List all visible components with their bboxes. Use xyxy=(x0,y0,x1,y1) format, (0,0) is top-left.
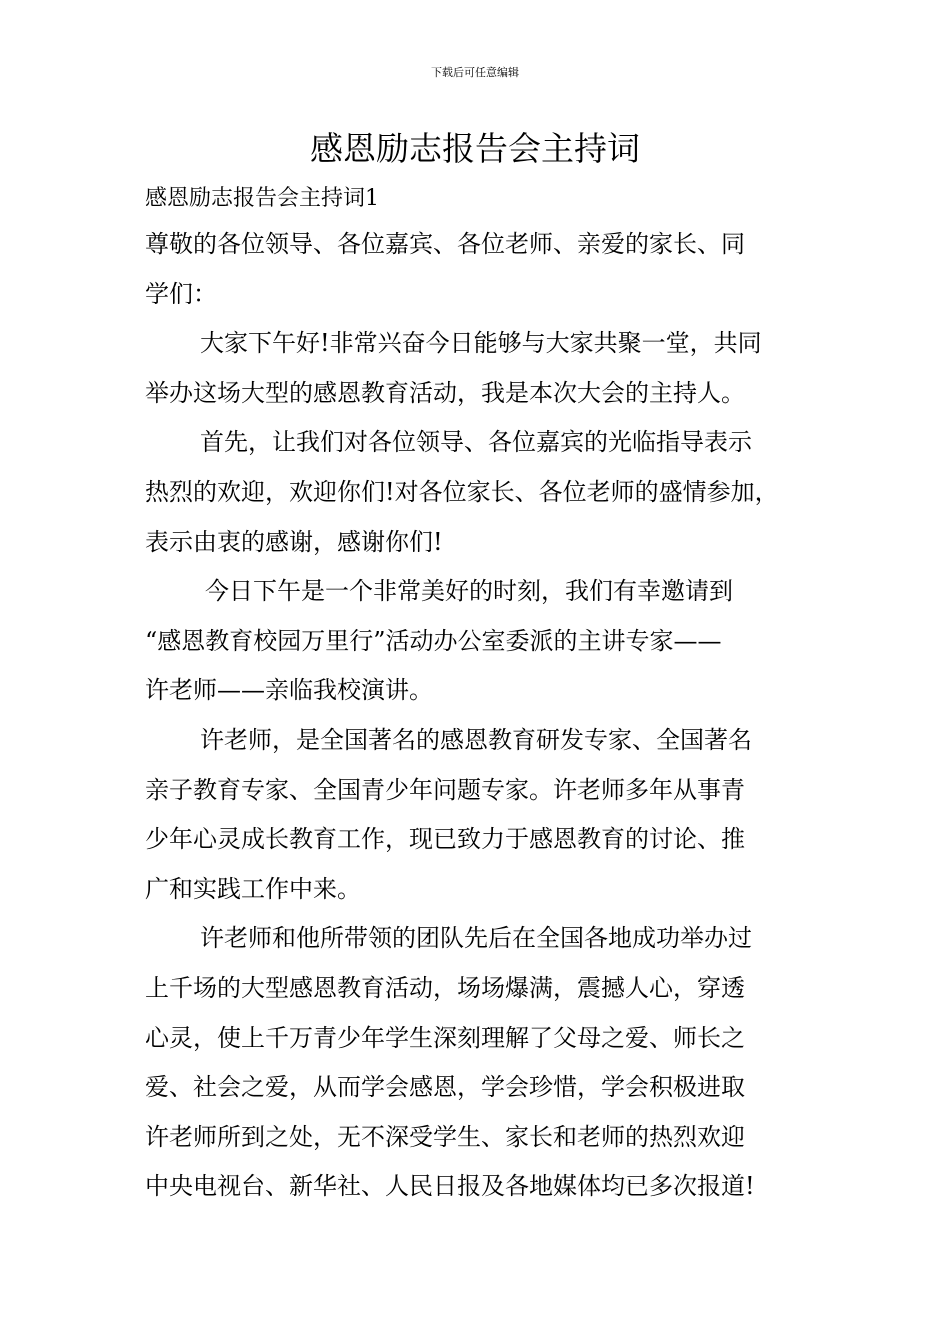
header-note: 下载后可任意编辑 xyxy=(431,66,519,79)
text-line: 表示由衷的感谢，感谢你们! xyxy=(145,527,443,556)
document-body xyxy=(145,178,820,1212)
text-line: 亲子教育专家、全国青少年问题专家。许老师多年从事青 xyxy=(145,775,745,804)
text-line: 热烈的欢迎，欢迎你们!对各位家长、各位老师的盛情参加， xyxy=(145,477,779,506)
text-line: 上千场的大型感恩教育活动，场场爆满，震撼人心，穿透 xyxy=(145,973,745,1002)
paragraph-speaker-intro xyxy=(145,567,820,716)
paragraph-speaker-bio xyxy=(145,716,820,914)
text-line: 许老师所到之处，无不深受学生、家长和老师的热烈欢迎 xyxy=(145,1122,745,1151)
text-line: 少年心灵成长教育工作，现已致力于感恩教育的讨论、推 xyxy=(145,825,745,854)
paragraph-greeting xyxy=(145,319,820,418)
text-line: 许老师，是全国著名的感恩教育研发专家、全国著名 xyxy=(200,725,752,754)
text-line: 今日下午是一个非常美好的时刻，我们有幸邀请到 xyxy=(205,577,733,606)
text-line: 许老师——亲临我校演讲。 xyxy=(145,676,433,705)
paragraph-salutation xyxy=(145,220,820,319)
text-line: 举办这场大型的感恩教育活动，我是本次大会的主持人。 xyxy=(145,378,745,407)
text-line: 心灵，使上千万青少年学生深刻理解了父母之爱、师长之 xyxy=(145,1023,745,1052)
document-title: 感恩励志报告会主持词 xyxy=(310,129,640,168)
text-line: 首先，让我们对各位领导、各位嘉宾的光临指导表示 xyxy=(200,428,752,457)
text-line: 尊敬的各位领导、各位嘉宾、各位老师、亲爱的家长、同 xyxy=(145,230,745,258)
text-line: 中央电视台、新华社、人民日报及各地媒体均已多次报道! xyxy=(145,1172,755,1201)
text-line: 许老师和他所带领的团队先后在全国各地成功举办过 xyxy=(200,924,752,953)
paragraph-welcome xyxy=(145,418,820,567)
text-line: 大家下午好!非常兴奋今日能够与大家共聚一堂，共同 xyxy=(200,329,762,358)
text-line: “感恩教育校园万里行”活动办公室委派的主讲专家—— xyxy=(145,626,722,655)
text-line: 爱、社会之爱，从而学会感恩，学会珍惜，学会积极进取 xyxy=(145,1073,745,1102)
paragraph-achievements xyxy=(145,914,820,1212)
text-line: 学们： xyxy=(145,279,217,308)
document-subtitle: 感恩励志报告会主持词1 xyxy=(145,186,379,211)
text-line: 广和实践工作中来。 xyxy=(145,874,361,903)
